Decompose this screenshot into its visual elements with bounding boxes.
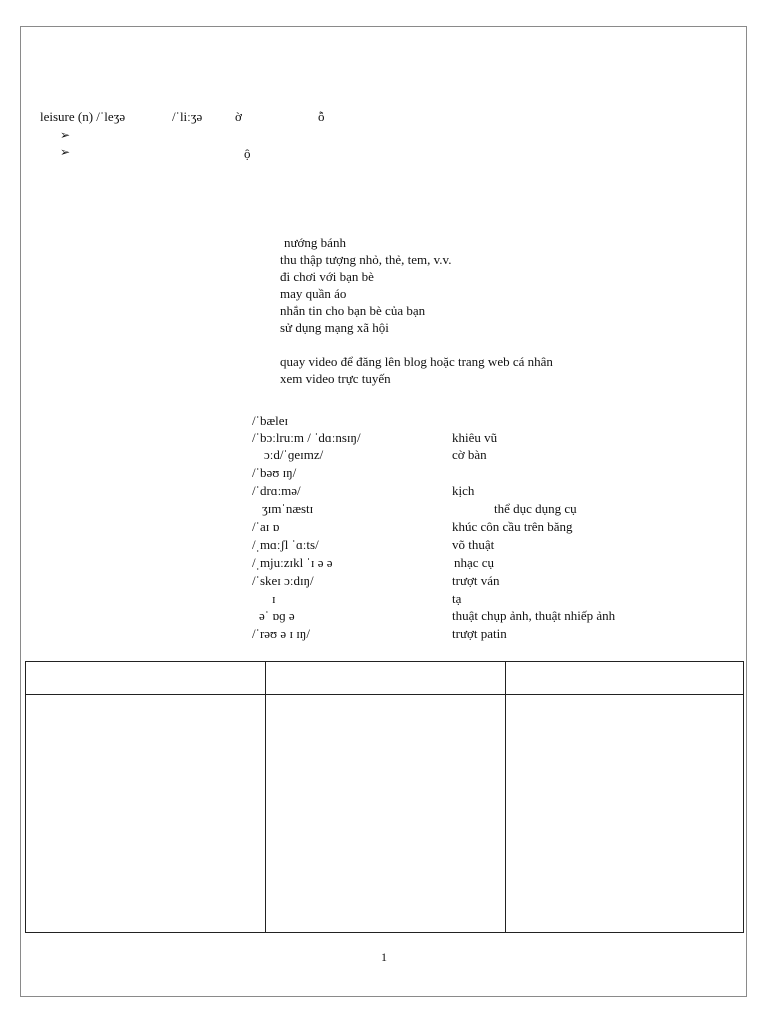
list-gap: [280, 336, 553, 353]
vocab-vi: khiêu vũ: [452, 430, 498, 445]
list-item: xem video trực tuyến: [280, 371, 391, 386]
table-column-divider: [505, 662, 506, 932]
table-header-divider: [26, 694, 743, 695]
vocab-ipa: /ˌmɑːʃl ˈɑːts/: [252, 537, 319, 552]
vocab-ipa: /ˌmjuːzɪkl ˈɪ ə ə: [252, 555, 333, 570]
activities-list: [280, 234, 553, 387]
heading-word: leisure (n) /ˈleʒə: [40, 109, 126, 124]
list-item: nướng bánh: [284, 235, 346, 250]
empty-table: [25, 661, 744, 933]
vocab-vi: tạ: [452, 591, 462, 606]
vocab-ipa: ʒɪmˈnæstɪ: [262, 501, 314, 516]
vocab-vi: kịch: [452, 483, 475, 498]
vocab-vi: cờ bàn: [452, 447, 487, 462]
vocab-vi: võ thuật: [452, 537, 495, 552]
vocab-vi: trượt patin: [452, 626, 507, 641]
heading-ipa-alt: /ˈliːʒə: [172, 109, 203, 124]
bullet-text: ộ: [244, 146, 251, 161]
vocab-vi: thuật chụp ảnh, thuật nhiếp ảnh: [452, 608, 616, 623]
vocab-ipa: ɪ: [272, 591, 276, 606]
vocab-ipa: /ˈbæleɪ: [252, 413, 289, 428]
bullet-arrow-icon: ➢: [60, 128, 71, 142]
bullet-arrow-icon: ➢: [60, 145, 71, 159]
vocab-ipa: əˈ ɒɡ ə: [259, 608, 295, 623]
vocab-ipa: /ˈbəʊ ɪŋ/: [252, 465, 297, 480]
vocab-vi: nhạc cụ: [454, 555, 495, 570]
vocab-ipa: /ˈrəʊ ə ɪ ɪŋ/: [252, 626, 310, 641]
page-number: 1: [381, 950, 387, 964]
vocab-ipa: /ˈdrɑːmə/: [252, 483, 301, 498]
vocab-ipa: /ˈbɔːlruːm / ˈdɑːnsɪŋ/: [252, 430, 361, 445]
vocab-vi: thể dục dụng cụ: [494, 501, 577, 516]
list-item: quay video để đăng lên blog hoặc trang web cá nhân: [280, 354, 553, 369]
vocab-ipa: /ˈskeɪ ɔːdɪŋ/: [252, 573, 314, 588]
vocab-vi: trượt ván: [452, 573, 500, 588]
list-item: nhắn tin cho bạn bè của bạn: [280, 303, 426, 318]
heading-fragment-2: ỗ: [318, 109, 325, 124]
vocab-vi: khúc côn cầu trên băng: [452, 519, 573, 534]
vocab-ipa: /ˈaɪ ɒ: [252, 519, 280, 534]
list-item: sử dụng mạng xã hội: [280, 320, 389, 335]
table-column-divider: [265, 662, 266, 932]
heading-fragment-1: ờ: [235, 109, 242, 124]
list-item: may quần áo: [280, 286, 347, 301]
list-item: đi chơi với bạn bè: [280, 269, 374, 284]
vocab-ipa: ɔːd/ˈɡeɪmz/: [264, 447, 324, 462]
list-item: thu thập tượng nhỏ, thẻ, tem, v.v.: [280, 252, 452, 267]
